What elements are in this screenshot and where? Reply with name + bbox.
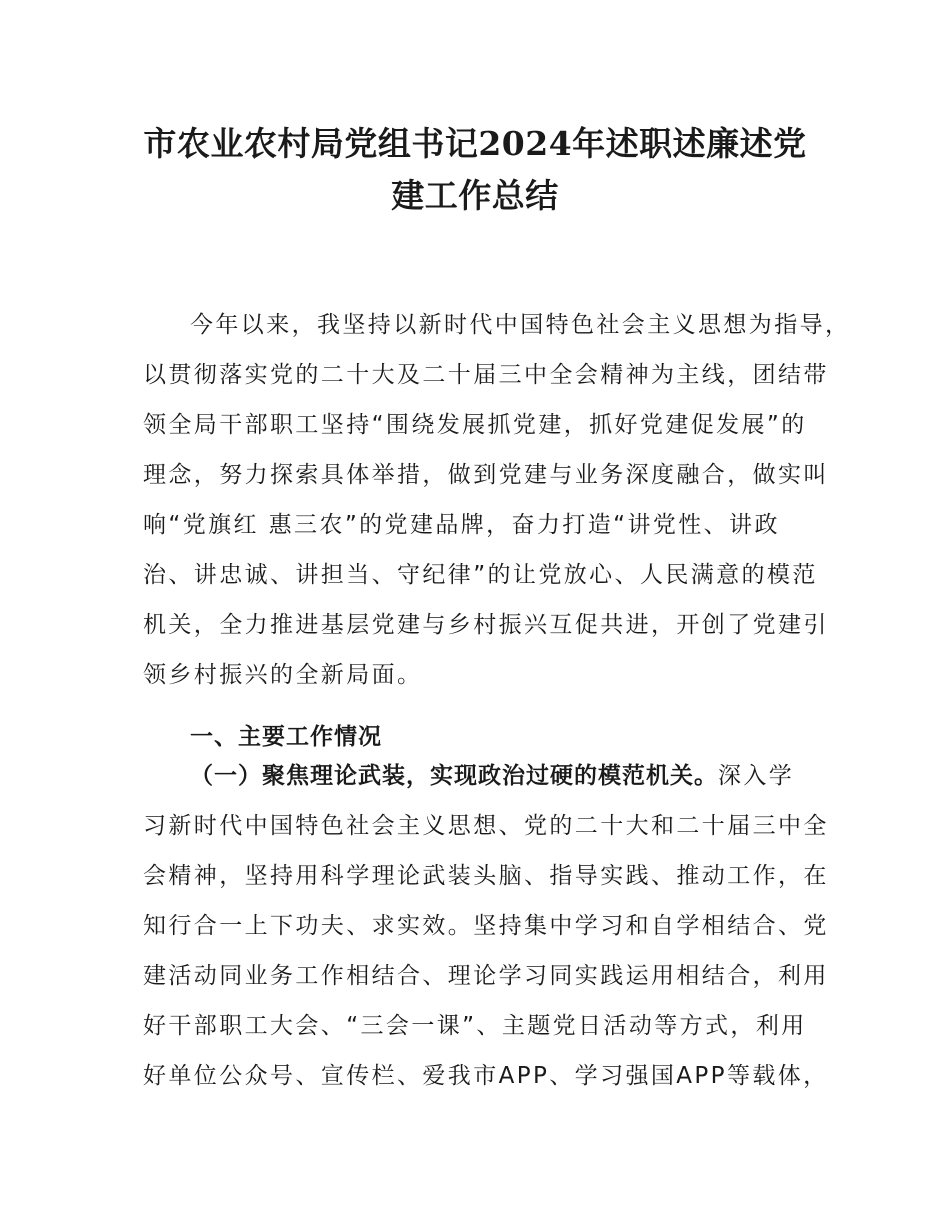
subsection-paragraph-line: 会精神，坚持用科学理论武装头脑、指导实践、推动工作，在 <box>143 863 829 889</box>
subsection-paragraph-line: 建活动同业务工作相结合、理论学习同实践运用相结合，利用 <box>143 963 829 989</box>
subsection-paragraph-line: 好单位公众号、宣传栏、爱我市APP、学习强国APP等载体， <box>143 1063 829 1089</box>
subsection-text: 深入学 <box>718 763 795 789</box>
title-line: 市农业农村局党组书记2024年述职述廉述党 <box>143 124 807 163</box>
subsection-paragraph-line: 好干部职工大会、“三会一课”、主题党日活动等方式，利用 <box>143 1013 807 1039</box>
subsection-paragraph-line: 知行合一上下功夫、求实效。坚持集中学习和自学相结合、党 <box>143 913 829 939</box>
intro-paragraph-line: 治、讲忠诚、讲担当、守纪律”的让党放心、人民满意的模范 <box>143 562 818 588</box>
document-title <box>100 118 850 222</box>
title-line: 建工作总结 <box>391 176 559 215</box>
intro-paragraph-line: 领全局干部职工坚持“围绕发展抓党建，抓好党建促发展”的 <box>143 412 807 438</box>
subsection-heading: （一）聚焦理论武装，实现政治过硬的模范机关。 <box>190 763 718 789</box>
intro-paragraph-line: 今年以来，我坚持以新时代中国特色社会主义思想为指导， <box>190 312 851 338</box>
intro-paragraph-line: 理念，努力探索具体举措，做到党建与业务深度融合，做实叫 <box>143 462 829 488</box>
intro-paragraph-line: 以贯彻落实党的二十大及二十届三中全会精神为主线，团结带 <box>143 362 829 388</box>
subsection-first-line <box>190 761 794 791</box>
intro-paragraph-line: 领乡村振兴的全新局面。 <box>143 662 423 688</box>
subsection-paragraph-line: 习新时代中国特色社会主义思想、党的二十大和二十届三中全 <box>143 813 829 839</box>
intro-paragraph-line: 机关，全力推进基层党建与乡村振兴互促共进，开创了党建引 <box>143 612 829 638</box>
section-heading: 一、主要工作情况 <box>190 724 382 750</box>
intro-paragraph-line: 响“党旗红 惠三农”的党建品牌，奋力打造“讲党性、讲政 <box>143 512 780 538</box>
